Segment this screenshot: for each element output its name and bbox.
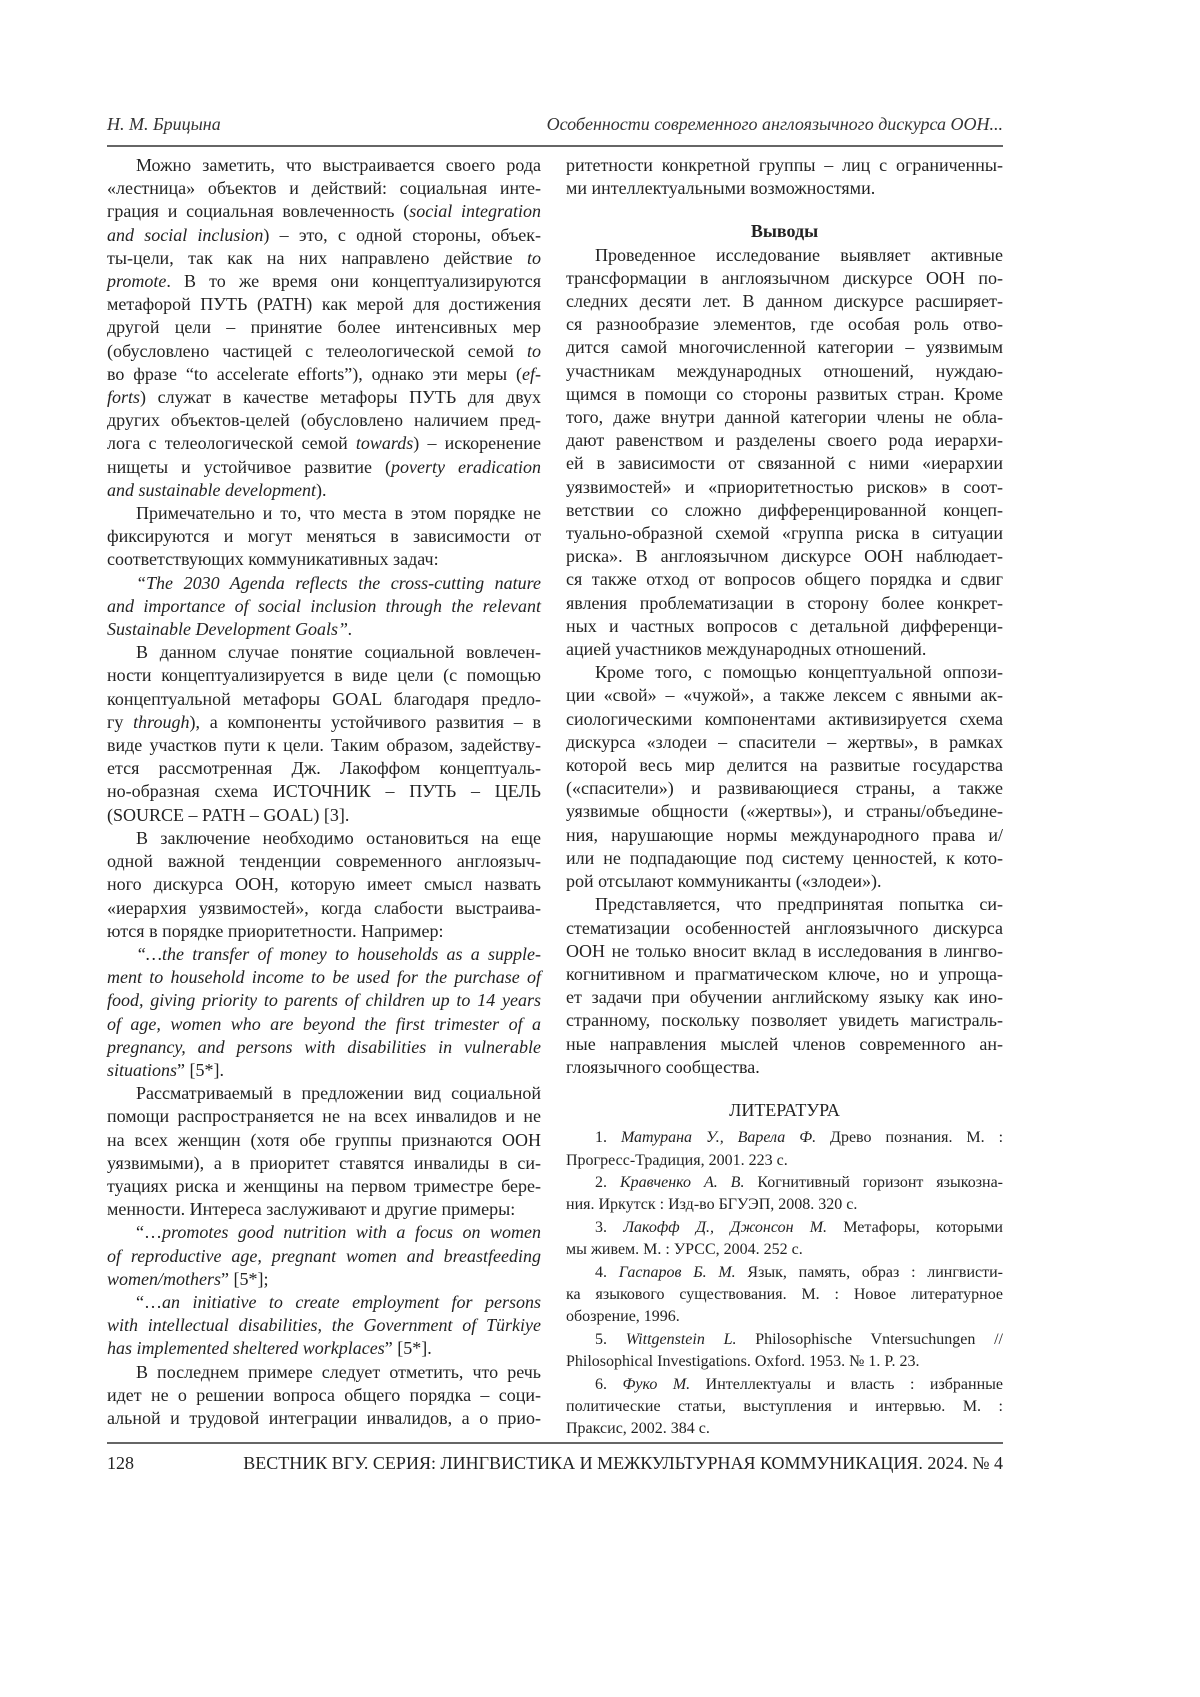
text-line: Прогресс-Традиция, 2001. 223 с. — [566, 1150, 1003, 1172]
right-column — [566, 154, 1003, 1441]
text-line: Philosophical Investigations. Oxford. 1953. № 1. P. 23. — [566, 1351, 1003, 1373]
text-line: ности концептуализируется в виде цели (с помощью — [107, 664, 541, 687]
text-line — [107, 1291, 541, 1314]
text-segment: 1. — [595, 1129, 621, 1146]
text-line: дится самой многочисленной категории – уязвимым — [566, 336, 1003, 359]
text-segment: 3. — [595, 1219, 623, 1236]
text-segment: гу — [107, 712, 133, 732]
text-line: ми интеллектуальными возможностями. — [566, 177, 1003, 200]
text-line: ООН не только вносит вклад в исследования в лингво- — [566, 940, 1003, 963]
references-list — [566, 1127, 1003, 1441]
italic-segment: Кравченко А. В. — [620, 1174, 745, 1191]
paragraph — [566, 893, 1003, 1079]
text-line: других объектов-целей (обусловлено наличием пред- — [107, 409, 541, 432]
reference-item — [566, 1127, 1003, 1172]
text-line — [566, 1217, 1003, 1239]
italic-segment: Гаспаров Б. М. — [619, 1264, 736, 1281]
text-segment: Язык, память, образ : лингвисти- — [736, 1264, 1003, 1281]
italic-segment: situations — [107, 1060, 177, 1080]
italic-segment: and sustainable development — [107, 480, 316, 500]
text-line — [107, 1059, 541, 1082]
text-line: другой цели – принятие более интенсивных мер — [107, 316, 541, 339]
paragraph — [107, 1221, 541, 1291]
text-line: обозрение, 1996. — [566, 1306, 1003, 1328]
references-heading: ЛИТЕРАТУРА — [566, 1099, 1003, 1122]
text-line: ется рассмотренная Дж. Лакоффом концептуаль- — [107, 757, 541, 780]
text-line: участникам международных отношений, нуждаю- — [566, 360, 1003, 383]
text-segment: Древо познания. М. : — [816, 1129, 1003, 1146]
text-line: ветствии со сложно дифференцированной концеп- — [566, 499, 1003, 522]
text-segment: 6. — [595, 1376, 623, 1393]
running-header-author: Н. М. Брицына — [107, 112, 221, 136]
text-line: уязвимостей» и «приоритетностью рисков» в соот- — [566, 476, 1003, 499]
reference-item — [566, 1262, 1003, 1329]
reference-item — [566, 1217, 1003, 1262]
italic-segment: ment to household income to be used for the purchase of — [107, 967, 541, 987]
text-line — [107, 432, 541, 455]
paragraph — [107, 943, 541, 1082]
text-line: ного дискурса ООН, которую имеет смысл назвать — [107, 873, 541, 896]
text-line — [107, 1036, 541, 1059]
text-line: мы живем. М. : УРСС, 2004. 252 с. — [566, 1239, 1003, 1261]
text-line: идет не о решении вопроса общего порядка – соци- — [107, 1384, 541, 1407]
paragraph — [566, 244, 1003, 662]
text-line: явления проблематизации в сторону более конкрет- — [566, 592, 1003, 615]
text-line: ся разнообразие элементов, где особая роль отво- — [566, 313, 1003, 336]
text-line — [107, 1013, 541, 1036]
text-segment: ) – это, с одной стороны, объек- — [263, 225, 541, 245]
paragraph — [107, 572, 541, 642]
text-segment: во фразе “to accelerate efforts”), однако эти меры ( — [107, 364, 522, 384]
italic-segment: towards — [356, 433, 413, 453]
paragraph — [107, 1361, 541, 1431]
text-line: сиологическими компонентами активизируется схема — [566, 708, 1003, 731]
text-segment: . В то же время они концептуализируются — [166, 271, 541, 291]
text-line — [107, 340, 541, 363]
italic-segment: and social inclusion — [107, 225, 263, 245]
text-line: того, даже внутри данной категории члены не обла- — [566, 406, 1003, 429]
text-segment: Интеллектуалы и власть : избранные — [690, 1376, 1003, 1393]
text-line: туально-образной схемой «группа риска в ситуации — [566, 522, 1003, 545]
text-segment: (обусловлено частицей с телеологической семой — [107, 341, 527, 361]
text-line: ацией участников международных отношений. — [566, 638, 1003, 661]
text-segment: “… — [136, 1292, 162, 1312]
italic-segment: to — [527, 341, 541, 361]
text-line: глоязычного сообщества. — [566, 1056, 1003, 1079]
paragraph — [107, 154, 541, 502]
text-line: уязвимыми), а в приоритет ставятся инвалиды в си- — [107, 1152, 541, 1175]
text-segment: ) служат в качестве метафоры ПУТЬ для двух — [140, 387, 541, 407]
italic-segment: ef- — [522, 364, 541, 384]
text-line: ных и частных вопросов с детальной дифференци- — [566, 615, 1003, 638]
italic-segment: women/mothers — [107, 1269, 221, 1289]
text-line: концептуальной метафоры GOAL благодаря предло- — [107, 688, 541, 711]
text-line: альной и трудовой интеграции инвалидов, а о прио- — [107, 1407, 541, 1430]
text-line — [566, 1374, 1003, 1396]
text-segment: Philosophische Vntersuchungen // — [736, 1331, 1003, 1348]
text-line: ритетности конкретной группы – лиц с ограниченны- — [566, 154, 1003, 177]
text-line: уязвимые общности («жертвы»), и страны/объедине- — [566, 800, 1003, 823]
text-line: ции «свой» – «чужой», а также лексем с явными ак- — [566, 684, 1003, 707]
text-line: Кроме того, с помощью концептуальной оппози- — [566, 661, 1003, 684]
text-line: риска». В англоязычном дискурсе ООН наблюдает- — [566, 545, 1003, 568]
text-line: and importance of social inclusion through the relevant — [107, 595, 541, 618]
text-line: одной важной тенденции современного англоязыч- — [107, 850, 541, 873]
text-segment: 5. — [595, 1331, 626, 1348]
italic-segment: of reproductive age, pregnant women and breastfeeding — [107, 1246, 541, 1266]
text-line: когнитивном и прагматическом ключе, но и упроща- — [566, 963, 1003, 986]
italic-segment: “…the transfer of money to households as a supple- — [136, 944, 541, 964]
italic-segment: to — [527, 248, 541, 268]
text-line — [107, 479, 541, 502]
italic-segment: of age, women who are beyond the first trimester of a — [107, 1014, 541, 1034]
text-line: туациях риска и женщины на первом триместре бере- — [107, 1175, 541, 1198]
text-line — [566, 1262, 1003, 1284]
text-line — [566, 1127, 1003, 1149]
text-line: ей в зависимости от связанной с ними «иерархии — [566, 452, 1003, 475]
text-line: ния. Иркутск : Изд-во БГУЭП, 2008. 320 с. — [566, 1194, 1003, 1216]
header-rule — [107, 145, 1003, 147]
text-line: «лестница» объектов и действий: социальная инте- — [107, 177, 541, 200]
italic-segment: through — [133, 712, 189, 732]
italic-segment: food, giving priority to parents of children up to 14 years — [107, 990, 541, 1010]
text-line: которой весь мир делится на развитые государства — [566, 754, 1003, 777]
paragraph — [107, 1291, 541, 1361]
text-line: ные направления мыслей членов современного ан- — [566, 1033, 1003, 1056]
running-header-title: Особенности современного англоязычного дискурса ООН... — [547, 112, 1003, 136]
text-line: «иерархия уязвимостей», когда слабости выстраива- — [107, 897, 541, 920]
text-line: менности. Интереса заслуживают и другие примеры: — [107, 1198, 541, 1221]
paragraph — [566, 661, 1003, 893]
text-segment: ). — [316, 480, 327, 500]
text-line — [107, 1221, 541, 1244]
text-segment: ” [5*]. — [385, 1338, 432, 1358]
page-number: 128 — [107, 1451, 134, 1475]
text-segment: “… — [136, 1222, 162, 1242]
text-line: на всех женщин (хотя обе группы признаются ООН — [107, 1129, 541, 1152]
text-line — [107, 247, 541, 270]
text-line: “The 2030 Agenda reflects the cross-cutting nature — [107, 572, 541, 595]
paragraph — [107, 1082, 541, 1221]
text-line: Праксис, 2002. 384 с. — [566, 1418, 1003, 1440]
italic-segment: social integration — [409, 201, 541, 221]
text-line: помощи распространяется не на всех инвалидов и не — [107, 1105, 541, 1128]
conclusions-heading: Выводы — [566, 220, 1003, 243]
paragraph — [107, 827, 541, 943]
text-segment: Метафоры, которыми — [827, 1219, 1003, 1236]
text-line: ся также отход от вопросов общего порядка и сдвиг — [566, 568, 1003, 591]
text-segment: грация и социальная вовлеченность ( — [107, 201, 409, 221]
italic-segment: with intellectual disabilities, the Government of Türkiye — [107, 1315, 541, 1335]
text-line: щимся в помощи со стороны развитых стран. Кроме — [566, 383, 1003, 406]
reference-item — [566, 1329, 1003, 1374]
text-line: В данном случае понятие социальной вовлечен- — [107, 641, 541, 664]
text-line — [107, 363, 541, 386]
text-line: («спасители») и развивающиеся страны, а также — [566, 777, 1003, 800]
text-line — [107, 456, 541, 479]
text-line: ет задачи при обучении английскому языку как ино- — [566, 986, 1003, 1009]
italic-segment: has implemented sheltered workplaces — [107, 1338, 385, 1358]
text-line: Примечательно и то, что места в этом порядке не — [107, 502, 541, 525]
text-line: Проведенное исследование выявляет активные — [566, 244, 1003, 267]
text-line: ка языкового существования. М. : Новое литературное — [566, 1284, 1003, 1306]
text-line: Представляется, что предпринятая попытка си- — [566, 893, 1003, 916]
text-line — [107, 966, 541, 989]
text-line: трансформации в англоязычном дискурсе ООН по- — [566, 267, 1003, 290]
text-line: соответствующих коммуникативных задач: — [107, 548, 541, 571]
text-line: политические статьи, выступления и интервью. М. : — [566, 1396, 1003, 1418]
paragraph — [566, 154, 1003, 200]
text-line: странному, поскольку позволяет увидеть магистраль- — [566, 1009, 1003, 1032]
italic-segment: Матурана У., Варела Ф. — [621, 1129, 816, 1146]
text-line: дискурса «злодеи – спасители – жертвы», в рамках — [566, 731, 1003, 754]
italic-segment: Wittgenstein L. — [626, 1331, 737, 1348]
conclusions-section — [566, 244, 1003, 1079]
text-line — [107, 1337, 541, 1360]
text-line: метафорой ПУТЬ (PATH) как мерой для достижения — [107, 293, 541, 316]
text-line: (SOURCE – PATH – GOAL) [3]. — [107, 804, 541, 827]
page-footer — [107, 1451, 1003, 1475]
text-line — [107, 386, 541, 409]
text-line — [107, 270, 541, 293]
italic-segment: pregnancy, and persons with disabilities in vulnerable — [107, 1037, 541, 1057]
text-segment: ” [5*]. — [177, 1060, 224, 1080]
italic-segment: Фуко М. — [623, 1376, 691, 1393]
italic-segment: Лакофф Д., Джонсон М. — [623, 1219, 827, 1236]
text-line: Можно заметить, что выстраивается своего рода — [107, 154, 541, 177]
text-line — [107, 989, 541, 1012]
text-line — [566, 1172, 1003, 1194]
text-line — [107, 224, 541, 247]
text-segment: ) – искоренение — [413, 433, 541, 453]
journal-title: ВЕСТНИК ВГУ. СЕРИЯ: ЛИНГВИСТИКА И МЕЖКУЛЬТУРНАЯ КОММУНИКАЦИЯ. 2024. № 4 — [243, 1451, 1003, 1475]
italic-segment: poverty eradication — [391, 457, 541, 477]
italic-segment: an initiative to create employment for persons — [162, 1292, 541, 1312]
text-line — [566, 1329, 1003, 1351]
text-line — [107, 1314, 541, 1337]
text-line: ются в порядке приоритетности. Например: — [107, 920, 541, 943]
text-line — [107, 943, 541, 966]
text-line: но-образная схема ИСТОЧНИК – ПУТЬ – ЦЕЛЬ — [107, 780, 541, 803]
text-segment: лога с телеологической семой — [107, 433, 356, 453]
text-segment: 4. — [595, 1264, 619, 1281]
italic-segment: promotes good nutrition with a focus on women — [162, 1222, 541, 1242]
paragraph — [107, 502, 541, 572]
left-column — [107, 154, 541, 1430]
text-line — [107, 711, 541, 734]
text-line: или не подпадающие под систему ценностей, к кото- — [566, 847, 1003, 870]
italic-segment: forts — [107, 387, 140, 407]
reference-item — [566, 1374, 1003, 1441]
text-segment: ” [5*]; — [221, 1269, 268, 1289]
text-line — [107, 200, 541, 223]
text-line: В заключение необходимо остановиться на еще — [107, 827, 541, 850]
text-line: дают равенством и разделены своего рода иерархи- — [566, 429, 1003, 452]
text-line: следних десяти лет. В данном дискурсе расширяет- — [566, 290, 1003, 313]
text-segment: нищеты и устойчивое развитие ( — [107, 457, 391, 477]
paragraph — [107, 641, 541, 827]
text-segment: 2. — [595, 1174, 620, 1191]
continued-paragraph — [566, 154, 1003, 200]
text-line: рой отсылают коммуниканты («злодеи»). — [566, 870, 1003, 893]
text-line — [107, 1245, 541, 1268]
text-line: фиксируются и могут меняться в зависимости от — [107, 525, 541, 548]
reference-item — [566, 1172, 1003, 1217]
footer-rule — [107, 1442, 1003, 1444]
text-segment: Когнитивный горизонт языкозна- — [744, 1174, 1003, 1191]
text-line: В последнем примере следует отметить, что речь — [107, 1361, 541, 1384]
text-segment: ты-цели, так как на них направлено действие — [107, 248, 527, 268]
text-line: Рассматриваемый в предложении вид социальной — [107, 1082, 541, 1105]
text-line: стематизации особенностей англоязычного дискурса — [566, 917, 1003, 940]
text-line: виде участков пути к цели. Таким образом, задейству- — [107, 734, 541, 757]
italic-segment: promote — [107, 271, 166, 291]
text-line — [107, 1268, 541, 1291]
text-segment: ), а компоненты устойчивого развития – в — [189, 712, 541, 732]
text-line: Sustainable Development Goals”. — [107, 618, 541, 641]
text-line: ния, нарушающие нормы международного права и/ — [566, 824, 1003, 847]
